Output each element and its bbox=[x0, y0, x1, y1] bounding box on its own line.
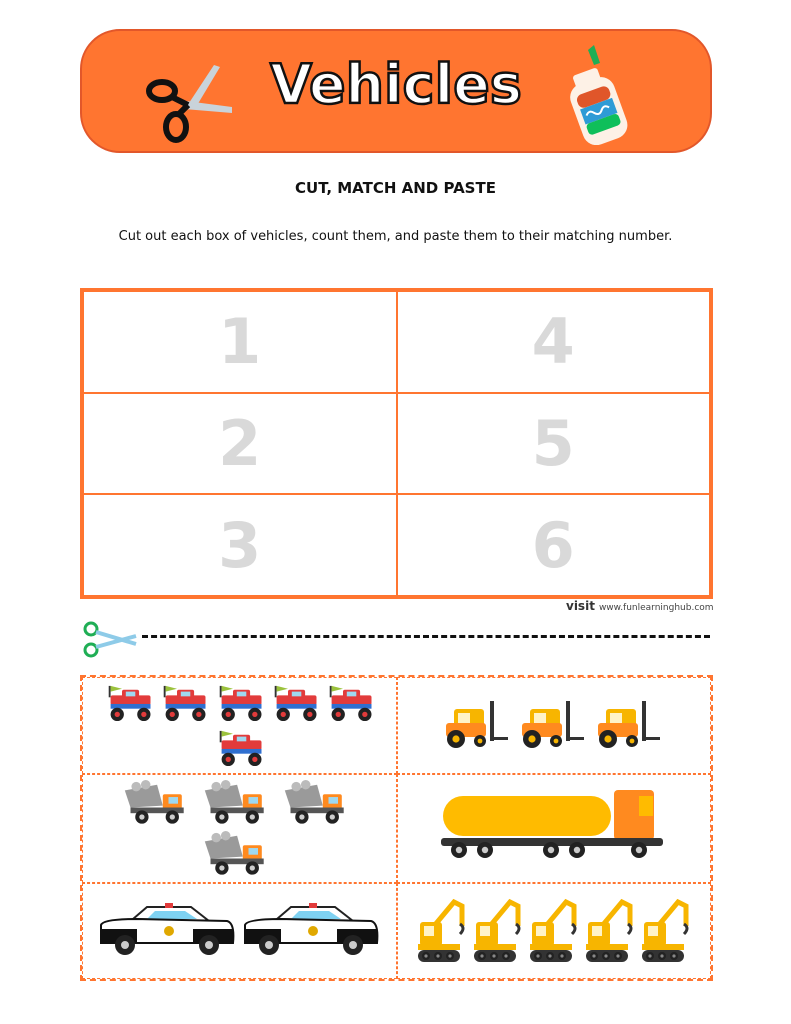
monster-truck-icon bbox=[269, 684, 320, 722]
page-title: Vehicles bbox=[270, 53, 522, 116]
dump-truck-icon bbox=[281, 779, 357, 827]
monster-truck-icon bbox=[103, 684, 154, 722]
excavator-icon bbox=[584, 896, 636, 966]
vehicle-card-police-car[interactable] bbox=[82, 883, 397, 980]
glue-bottle-icon bbox=[564, 45, 644, 145]
title-banner bbox=[80, 29, 712, 153]
vehicle-card-monster-truck[interactable] bbox=[82, 677, 397, 774]
monster-truck-icon bbox=[324, 684, 375, 722]
vehicle-card-excavator[interactable] bbox=[397, 883, 712, 980]
excavator-icon bbox=[416, 896, 468, 966]
monster-truck-icon bbox=[214, 684, 265, 722]
forklift-icon bbox=[594, 699, 666, 751]
website-credit bbox=[566, 599, 714, 613]
excavator-icon bbox=[472, 896, 524, 966]
excavator-icon bbox=[528, 896, 580, 966]
forklift-icon bbox=[442, 699, 514, 751]
tanker-truck-icon bbox=[439, 788, 669, 868]
number-cell: 3 bbox=[83, 494, 397, 596]
dump-truck-icon bbox=[201, 779, 277, 827]
visit-label: visit bbox=[566, 599, 595, 613]
number-cell: 4 bbox=[397, 291, 711, 393]
cut-scissors-icon bbox=[82, 620, 138, 660]
dump-truck-icon bbox=[121, 779, 197, 827]
instructions: Cut out each box of vehicles, count them, and paste them to their matching number. bbox=[118, 229, 673, 244]
vehicle-cards bbox=[80, 675, 713, 981]
cut-line bbox=[142, 635, 710, 638]
police-car-icon bbox=[241, 903, 381, 959]
number-cell: 5 bbox=[397, 393, 711, 495]
dump-truck-icon bbox=[201, 830, 277, 878]
website-url: www.funlearninghub.com bbox=[598, 603, 714, 613]
number-cell: 1 bbox=[83, 291, 397, 393]
number-grid bbox=[80, 288, 713, 599]
worksheet-subtitle: CUT, MATCH AND PASTE bbox=[295, 179, 496, 197]
monster-truck-icon bbox=[158, 684, 209, 722]
number-cell: 2 bbox=[83, 393, 397, 495]
excavator-icon bbox=[640, 896, 692, 966]
vehicle-card-forklift[interactable] bbox=[397, 677, 712, 774]
number-cell: 6 bbox=[397, 494, 711, 596]
forklift-icon bbox=[518, 699, 590, 751]
police-car-icon bbox=[97, 903, 237, 959]
vehicle-card-tanker-truck[interactable] bbox=[397, 774, 712, 883]
monster-truck-icon bbox=[214, 729, 265, 767]
vehicle-card-dump-truck[interactable] bbox=[82, 774, 397, 883]
